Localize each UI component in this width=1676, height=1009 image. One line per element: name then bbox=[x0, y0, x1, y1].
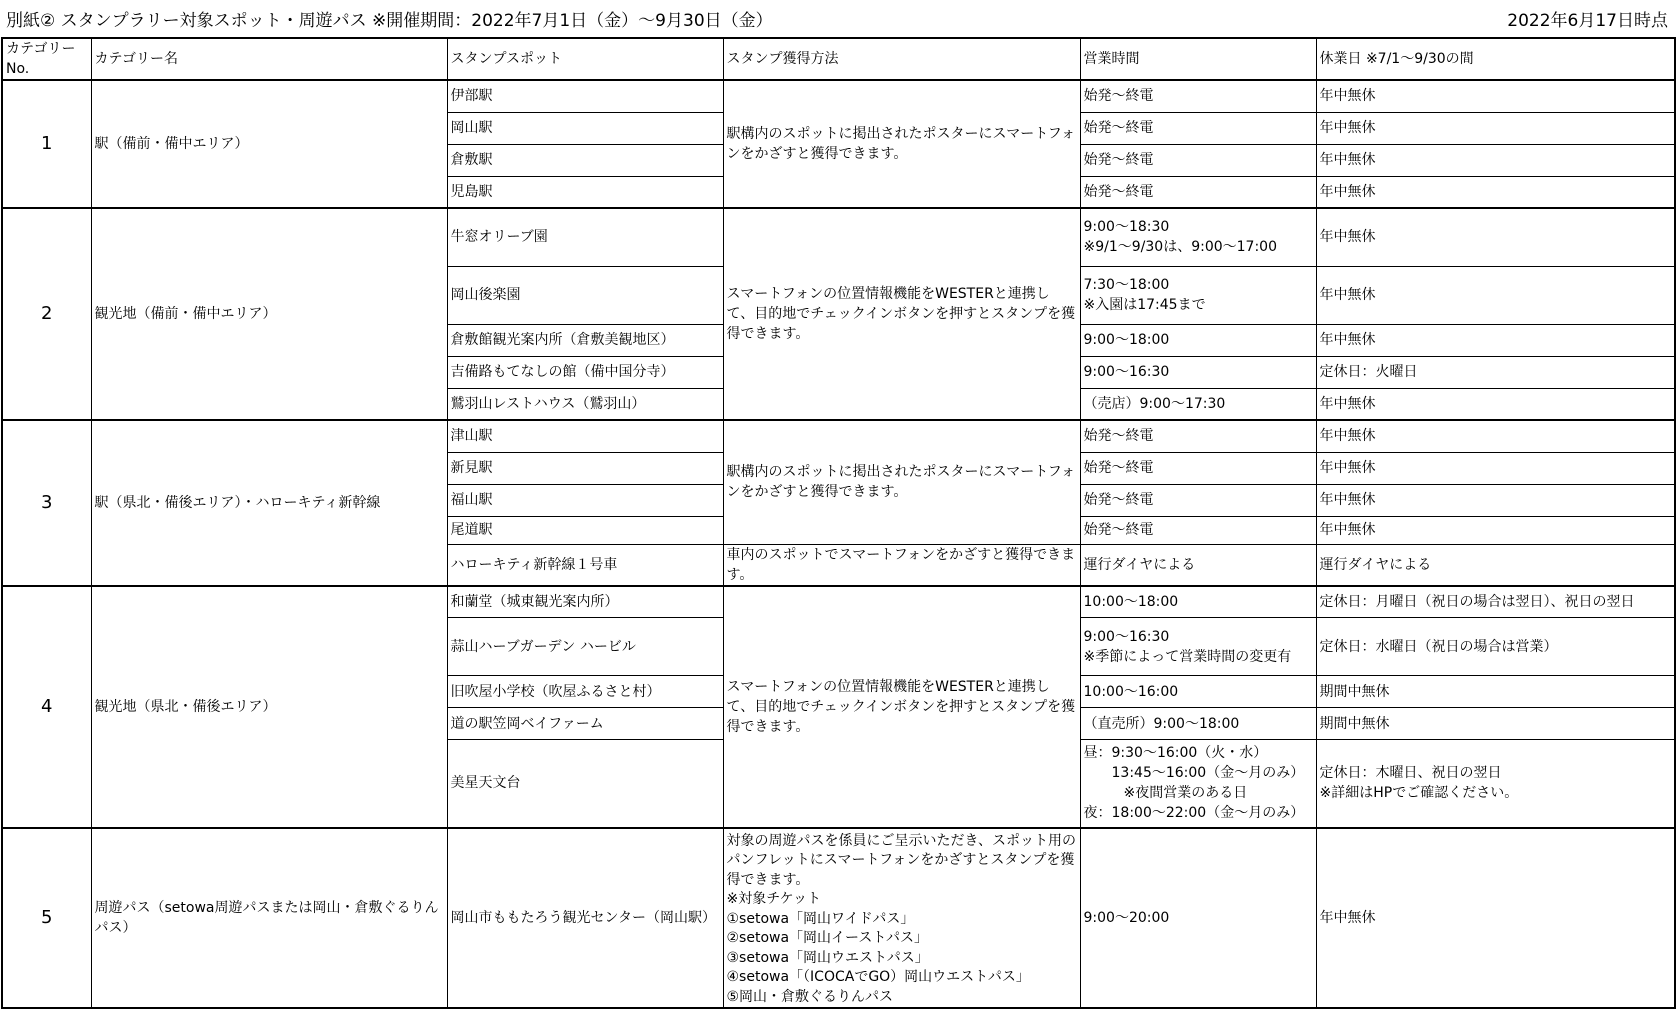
stamp-spot: 岡山市ももたろう観光センター（岡山駅） bbox=[447, 828, 723, 1009]
hours-line: 13:45～16:00（金～月のみ） bbox=[1111, 765, 1305, 782]
closed-days: 年中無休 bbox=[1316, 484, 1675, 516]
hours: 7:30～18:00 ※入園は17:45まで bbox=[1080, 266, 1316, 324]
closed-days: 期間中無休 bbox=[1316, 676, 1675, 708]
table-row bbox=[2, 828, 1675, 1009]
stamp-spot: 倉敷館観光案内所（倉敷美観地区） bbox=[447, 324, 723, 356]
hours-line: 夜：18:00～22:00（金～月のみ） bbox=[1083, 805, 1305, 822]
stamp-spot: 倉敷駅 bbox=[447, 144, 723, 176]
category-no: 2 bbox=[2, 208, 91, 420]
table-row bbox=[2, 586, 1675, 618]
closed-days: 年中無休 bbox=[1316, 516, 1675, 544]
stamp-spot: 美星天文台 bbox=[447, 740, 723, 828]
closed-days: 定休日：木曜日、祝日の翌日 ※詳細はHPでご確認ください。 bbox=[1316, 740, 1675, 828]
closed-days: 年中無休 bbox=[1316, 420, 1675, 452]
closed-days: 年中無休 bbox=[1316, 176, 1675, 208]
category-no: 3 bbox=[2, 420, 91, 586]
hours: 始発～終電 bbox=[1080, 516, 1316, 544]
hours: （売店）9:00～17:30 bbox=[1080, 388, 1316, 420]
document-header bbox=[6, 6, 1670, 30]
category-no: 4 bbox=[2, 586, 91, 828]
table-header-row bbox=[2, 38, 1675, 80]
stamp-method: 車内のスポットでスマートフォンをかざすと獲得できます。 bbox=[723, 544, 1080, 586]
hours: 10:00～16:00 bbox=[1080, 676, 1316, 708]
hours-line: 昼：9:30～16:00（火・水） bbox=[1083, 745, 1268, 762]
category-name: 駅（備前・備中エリア） bbox=[91, 80, 447, 208]
closed-days: 年中無休 bbox=[1316, 144, 1675, 176]
stamp-method: 駅構内のスポットに掲出されたポスターにスマートフォンをかざすと獲得できます。 bbox=[723, 80, 1080, 208]
closed-days: 年中無休 bbox=[1316, 80, 1675, 112]
closed-days: 期間中無休 bbox=[1316, 708, 1675, 740]
closed-days: 年中無休 bbox=[1316, 828, 1675, 1009]
stamp-spot: 児島駅 bbox=[447, 176, 723, 208]
stamp-spot: 旧吹屋小学校（吹屋ふるさと村） bbox=[447, 676, 723, 708]
stamp-spot: 岡山後楽園 bbox=[447, 266, 723, 324]
category-name: 駅（県北・備後エリア）・ハローキティ新幹線 bbox=[91, 420, 447, 586]
stamp-spot: 牛窓オリーブ園 bbox=[447, 208, 723, 266]
closed-days: 年中無休 bbox=[1316, 112, 1675, 144]
hours: 始発～終電 bbox=[1080, 112, 1316, 144]
hours: 9:00～20:00 bbox=[1080, 828, 1316, 1009]
closed-days: 年中無休 bbox=[1316, 452, 1675, 484]
stamp-spot: 尾道駅 bbox=[447, 516, 723, 544]
hours: 始発～終電 bbox=[1080, 484, 1316, 516]
category-name: 周遊パス（setowa周遊パスまたは岡山・倉敷ぐるりんパス） bbox=[91, 828, 447, 1009]
col-header-category-no: カテゴリーNo. bbox=[2, 38, 91, 80]
stamp-method: スマートフォンの位置情報機能をWESTERと連携して、目的地でチェックインボタンを押すとスタンプを獲得できます。 bbox=[723, 586, 1080, 828]
table-row bbox=[2, 80, 1675, 112]
col-header-method: スタンプ獲得方法 bbox=[723, 38, 1080, 80]
closed-days: 定休日：火曜日 bbox=[1316, 356, 1675, 388]
hours: 9:00～16:30 ※季節によって営業時間の変更有 bbox=[1080, 618, 1316, 676]
table-row bbox=[2, 208, 1675, 266]
stamp-spot: 和蘭堂（城東観光案内所） bbox=[447, 586, 723, 618]
document-title: 別紙② スタンプラリー対象スポット・周遊パス ※開催期間：2022年7月1日（金）～9月30日（金） bbox=[6, 11, 773, 31]
closed-days: 定休日：水曜日（祝日の場合は営業） bbox=[1316, 618, 1675, 676]
stamp-spot: 吉備路もてなしの館（備中国分寺） bbox=[447, 356, 723, 388]
hours: 10:00～18:00 bbox=[1080, 586, 1316, 618]
category-name: 観光地（備前・備中エリア） bbox=[91, 208, 447, 420]
stamp-spot: 福山駅 bbox=[447, 484, 723, 516]
hours-line: ※夜間営業のある日 bbox=[1123, 785, 1248, 802]
hours: 始発～終電 bbox=[1080, 176, 1316, 208]
closed-days: 定休日：月曜日（祝日の場合は翌日）、祝日の翌日 bbox=[1316, 586, 1675, 618]
stamp-method: スマートフォンの位置情報機能をWESTERと連携して、目的地でチェックインボタンを押すとスタンプを獲得できます。 bbox=[723, 208, 1080, 420]
stamp-spot: 岡山駅 bbox=[447, 112, 723, 144]
hours: 始発～終電 bbox=[1080, 420, 1316, 452]
closed-days: 年中無休 bbox=[1316, 208, 1675, 266]
closed-days: 年中無休 bbox=[1316, 324, 1675, 356]
hours bbox=[1080, 740, 1316, 828]
col-header-closed: 休業日 ※7/1～9/30の間 bbox=[1316, 38, 1675, 80]
closed-days: 年中無休 bbox=[1316, 388, 1675, 420]
stamp-spot: 津山駅 bbox=[447, 420, 723, 452]
stamp-spot: ハローキティ新幹線１号車 bbox=[447, 544, 723, 586]
hours: 9:00～16:30 bbox=[1080, 356, 1316, 388]
stamp-spot: 伊部駅 bbox=[447, 80, 723, 112]
as-of-date: 2022年6月17日時点 bbox=[1507, 11, 1668, 31]
stamp-spot: 新見駅 bbox=[447, 452, 723, 484]
col-header-category-name: カテゴリー名 bbox=[91, 38, 447, 80]
stamp-spot: 蒜山ハーブガーデン ハービル bbox=[447, 618, 723, 676]
stamp-spot: 鷲羽山レストハウス（鷲羽山） bbox=[447, 388, 723, 420]
stamp-spot-table bbox=[1, 37, 1676, 1009]
closed-days: 年中無休 bbox=[1316, 266, 1675, 324]
stamp-method: 駅構内のスポットに掲出されたポスターにスマートフォンをかざすと獲得できます。 bbox=[723, 420, 1080, 544]
category-no: 5 bbox=[2, 828, 91, 1009]
hours: 始発～終電 bbox=[1080, 144, 1316, 176]
hours: 運行ダイヤによる bbox=[1080, 544, 1316, 586]
col-header-hours: 営業時間 bbox=[1080, 38, 1316, 80]
hours: 9:00～18:30 ※9/1～9/30は、9:00～17:00 bbox=[1080, 208, 1316, 266]
hours: （直売所）9:00～18:00 bbox=[1080, 708, 1316, 740]
category-no: 1 bbox=[2, 80, 91, 208]
closed-days: 運行ダイヤによる bbox=[1316, 544, 1675, 586]
col-header-stamp-spot: スタンプスポット bbox=[447, 38, 723, 80]
hours: 始発～終電 bbox=[1080, 452, 1316, 484]
hours: 始発～終電 bbox=[1080, 80, 1316, 112]
table-row bbox=[2, 420, 1675, 452]
category-name: 観光地（県北・備後エリア） bbox=[91, 586, 447, 828]
stamp-spot: 道の駅笠岡ベイファーム bbox=[447, 708, 723, 740]
hours: 9:00～18:00 bbox=[1080, 324, 1316, 356]
stamp-method: 対象の周遊パスを係員にご呈示いただき、スポット用のパンフレットにスマートフォンをかざすとスタンプを獲得できます。 ※対象チケット ①setowa「岡山ワイドパス」 ②setowa「岡山イーストパス」 ③setowa「岡山ウエストパス」 ④setowa「（ICOCAでGO）岡山ウエストパス」 ⑤岡山・倉敷ぐるりんパス bbox=[723, 828, 1080, 1009]
